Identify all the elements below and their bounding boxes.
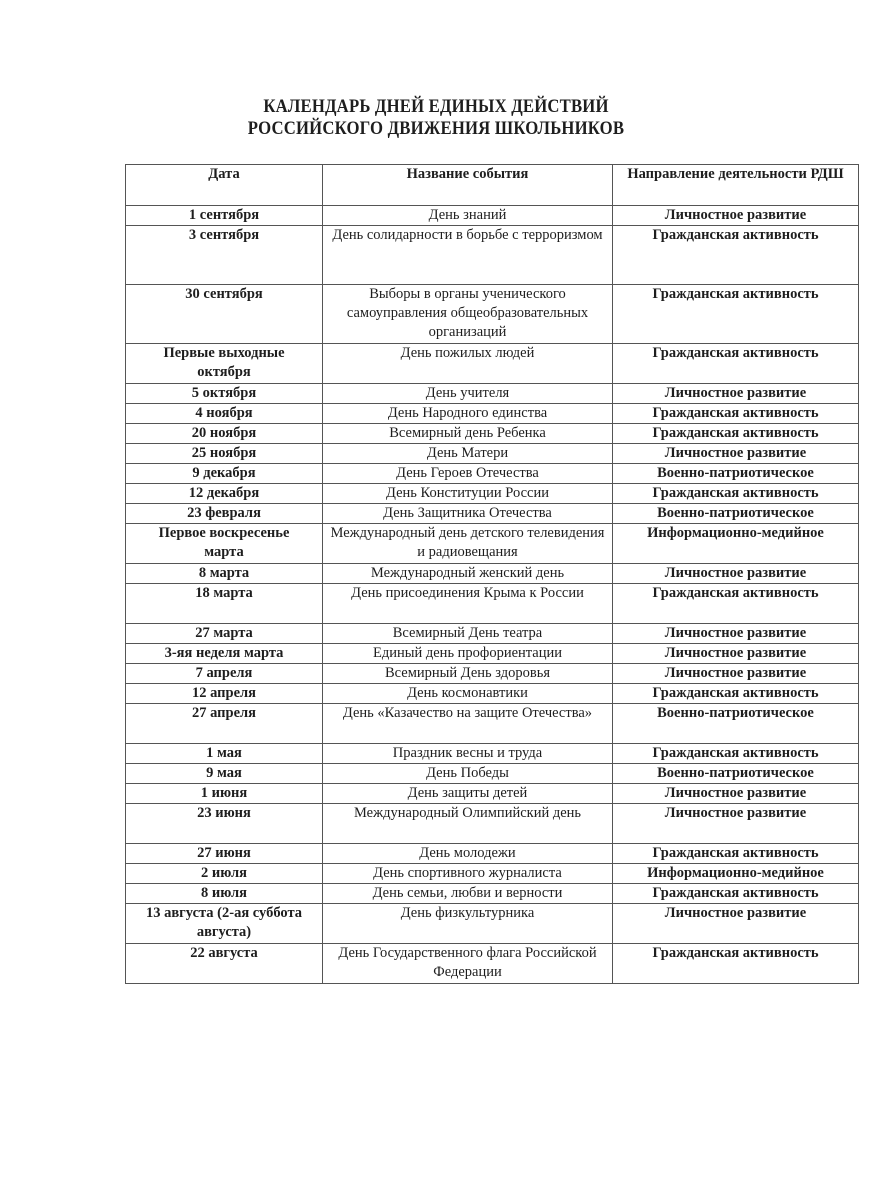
table-row (126, 504, 859, 524)
date-cell: 27 марта (126, 624, 323, 644)
event-cell: День солидарности в борьбе с терроризмом (323, 226, 613, 285)
event-cell: Единый день профориентации (323, 644, 613, 664)
header-direction: Направление деятельности РДШ (613, 165, 859, 206)
table-row (126, 644, 859, 664)
table-row (126, 464, 859, 484)
event-cell: День знаний (323, 206, 613, 226)
direction-cell: Личностное развитие (613, 206, 859, 226)
date-cell: 4 ноября (126, 404, 323, 424)
event-cell: День Матери (323, 444, 613, 464)
date-cell: 30 сентября (126, 285, 323, 344)
date-cell: 3-яя неделя марта (126, 644, 323, 664)
date-cell: 8 марта (126, 564, 323, 584)
table-row (126, 524, 859, 564)
date-cell: 3 сентября (126, 226, 323, 285)
table-row (126, 424, 859, 444)
table-row (126, 404, 859, 424)
table-row (126, 804, 859, 844)
event-cell: День Государственного флага Российской Федерации (323, 944, 613, 984)
header-date: Дата (126, 165, 323, 206)
direction-cell: Военно-патриотическое (613, 464, 859, 484)
table-row (126, 344, 859, 384)
date-cell: Первые выходные октября (126, 344, 323, 384)
event-cell: День защиты детей (323, 784, 613, 804)
event-cell: Международный женский день (323, 564, 613, 584)
table-row (126, 285, 859, 344)
table-row (126, 444, 859, 464)
direction-cell: Военно-патриотическое (613, 504, 859, 524)
direction-cell: Личностное развитие (613, 784, 859, 804)
event-cell: Всемирный день Ребенка (323, 424, 613, 444)
direction-cell: Гражданская активность (613, 884, 859, 904)
direction-cell: Личностное развитие (613, 664, 859, 684)
event-cell: День физкультурника (323, 904, 613, 944)
direction-cell: Гражданская активность (613, 404, 859, 424)
table-row (126, 664, 859, 684)
date-cell: 18 марта (126, 584, 323, 624)
event-cell: Международный Олимпийский день (323, 804, 613, 844)
event-cell: День спортивного журналиста (323, 864, 613, 884)
date-cell: 23 июня (126, 804, 323, 844)
direction-cell: Гражданская активность (613, 484, 859, 504)
date-cell: 20 ноября (126, 424, 323, 444)
event-cell: День пожилых людей (323, 344, 613, 384)
table-row (126, 764, 859, 784)
date-cell: 27 июня (126, 844, 323, 864)
direction-cell: Гражданская активность (613, 844, 859, 864)
direction-cell: Гражданская активность (613, 285, 859, 344)
table-row (126, 206, 859, 226)
header-event: Название события (323, 165, 613, 206)
direction-cell: Гражданская активность (613, 944, 859, 984)
date-cell: 27 апреля (126, 704, 323, 744)
events-calendar-table (125, 164, 859, 984)
date-cell: 23 февраля (126, 504, 323, 524)
direction-cell: Военно-патриотическое (613, 764, 859, 784)
date-cell: 12 декабря (126, 484, 323, 504)
event-cell: День учителя (323, 384, 613, 404)
table-row (126, 744, 859, 764)
direction-cell: Личностное развитие (613, 564, 859, 584)
direction-cell: Информационно-медийное (613, 864, 859, 884)
table-row (126, 684, 859, 704)
table-row (126, 484, 859, 504)
table-row (126, 844, 859, 864)
date-cell: 25 ноября (126, 444, 323, 464)
direction-cell: Личностное развитие (613, 644, 859, 664)
date-cell: 13 августа (2-ая суббота августа) (126, 904, 323, 944)
event-cell: День Победы (323, 764, 613, 784)
table-row (126, 944, 859, 984)
date-cell: 12 апреля (126, 684, 323, 704)
date-cell: 1 мая (126, 744, 323, 764)
event-cell: День Народного единства (323, 404, 613, 424)
title-line-2: РОССИЙСКОГО ДВИЖЕНИЯ ШКОЛЬНИКОВ (247, 118, 625, 139)
event-cell: День молодежи (323, 844, 613, 864)
event-cell: Праздник весны и труда (323, 744, 613, 764)
direction-cell: Военно-патриотическое (613, 704, 859, 744)
event-cell: Международный день детского телевидения и радиовещания (323, 524, 613, 564)
event-cell: День семьи, любви и верности (323, 884, 613, 904)
date-cell: 22 августа (126, 944, 323, 984)
event-cell: День космонавтики (323, 684, 613, 704)
event-cell: Всемирный День театра (323, 624, 613, 644)
table-row (126, 584, 859, 624)
table-row (126, 384, 859, 404)
document-title (52, 96, 819, 140)
table-row (126, 904, 859, 944)
direction-cell: Гражданская активность (613, 226, 859, 285)
table-row (126, 226, 859, 285)
event-cell: День Защитника Отечества (323, 504, 613, 524)
title-line-1: КАЛЕНДАРЬ ДНЕЙ ЕДИНЫХ ДЕЙСТВИЙ (263, 96, 609, 117)
direction-cell: Информационно-медийное (613, 524, 859, 564)
date-cell: 2 июля (126, 864, 323, 884)
date-cell: 9 декабря (126, 464, 323, 484)
date-cell: 1 июня (126, 784, 323, 804)
date-cell: 5 октября (126, 384, 323, 404)
table-row (126, 784, 859, 804)
table-row (126, 564, 859, 584)
event-cell: Выборы в органы ученического самоуправления общеобразовательных организаций (323, 285, 613, 344)
event-cell: День присоединения Крыма к России (323, 584, 613, 624)
event-cell: День Конституции России (323, 484, 613, 504)
date-cell: 1 сентября (126, 206, 323, 226)
direction-cell: Личностное развитие (613, 904, 859, 944)
date-cell: Первое воскресенье марта (126, 524, 323, 564)
event-cell: День Героев Отечества (323, 464, 613, 484)
direction-cell: Гражданская активность (613, 584, 859, 624)
direction-cell: Гражданская активность (613, 744, 859, 764)
event-cell: Всемирный День здоровья (323, 664, 613, 684)
direction-cell: Личностное развитие (613, 384, 859, 404)
date-cell: 8 июля (126, 884, 323, 904)
date-cell: 7 апреля (126, 664, 323, 684)
event-cell: День «Казачество на защите Отечества» (323, 704, 613, 744)
table-row (126, 704, 859, 744)
direction-cell: Личностное развитие (613, 444, 859, 464)
date-cell: 9 мая (126, 764, 323, 784)
table-row (126, 864, 859, 884)
direction-cell: Гражданская активность (613, 344, 859, 384)
direction-cell: Гражданская активность (613, 424, 859, 444)
direction-cell: Гражданская активность (613, 684, 859, 704)
table-row (126, 624, 859, 644)
direction-cell: Личностное развитие (613, 804, 859, 844)
direction-cell: Личностное развитие (613, 624, 859, 644)
table-row (126, 884, 859, 904)
table-header-row (126, 165, 859, 206)
